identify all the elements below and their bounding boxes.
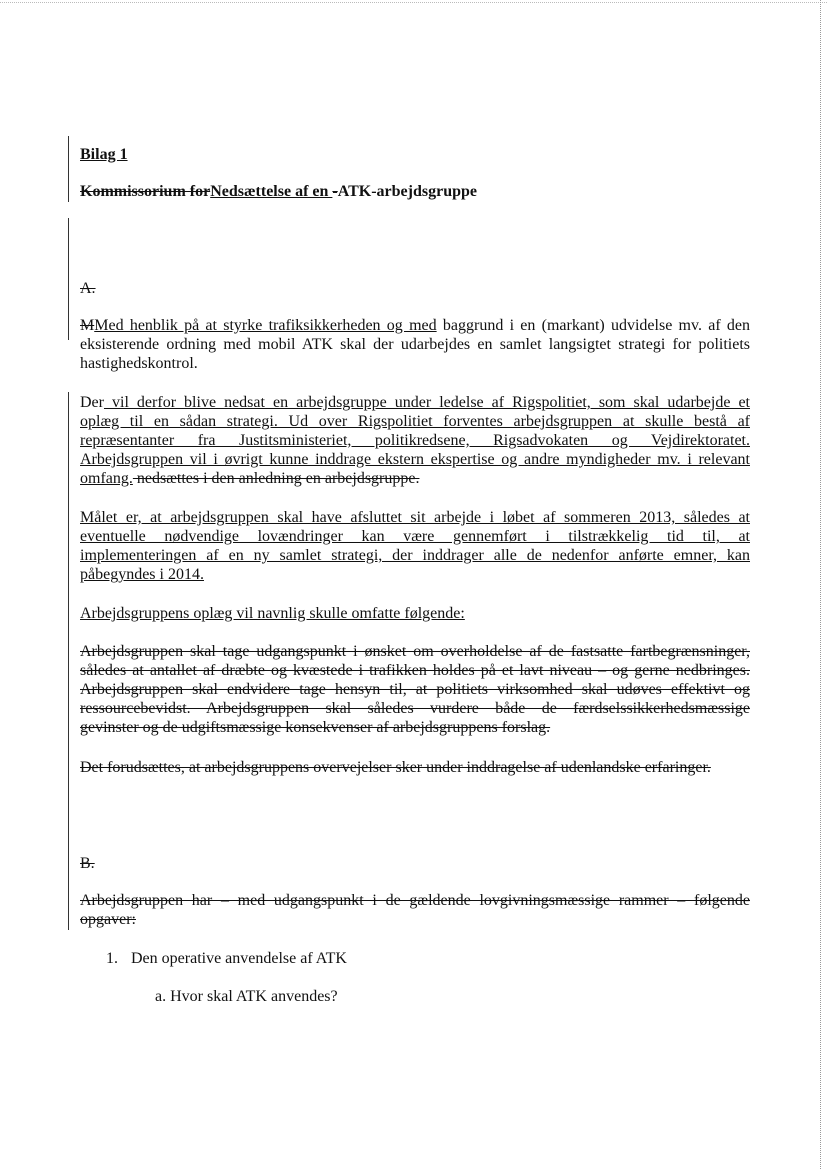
section-a-marker: A. [80,280,96,297]
scan-top-edge [0,2,827,3]
list-item-1-number: 1. [106,950,118,967]
bilag-heading: Bilag 1 [80,146,128,163]
title-deleted-dash: - [332,183,338,200]
section-b-paragraph-1-deleted: Arbejdsgruppen har – med udgangspunkt i de gældende lovgivningsmæssige rammer – følgende opgaver: [80,892,750,928]
section-a-paragraph-1: MMed henblik på at styrke trafiksikkerheden og med baggrund i en (markant) udvidelse mv. af den eksisterende ordning med mobil ATK skal der udarbejdes en samlet langsigtet strategi for politiets hastighedskontrol. [80,317,751,372]
change-bar-section-a [68,218,69,340]
section-a-paragraph-6-deleted: Det forudsættes, at arbejdsgruppens overvejelser sker under inddragelse af udenlandske erfaringer. [80,759,711,776]
change-bar-body [68,392,69,930]
scan-right-edge [820,0,821,1169]
title-rest: ATK-arbejdsgruppe [337,183,477,200]
list-item-1-text: Den operative anvendelse af ATK [131,950,347,967]
title-deleted-text: Kommissorium for [80,183,211,200]
section-a-paragraph-3: Målet er, at arbejdsgruppen skal have afsluttet sit arbejde i løbet af sommeren 2013, således at eventuelle nødvendige lovændringer kan være gennemført i tilstrækkelig tid til, at implementeringen af en ny samlet strategi, der inddrager alle de nedenfor anførte emner, kan påbegyndes i 2014. [80,509,750,583]
document-title [80,182,750,201]
section-a-paragraph-2: Der vil derfor blive nedsat en arbejdsgruppe under ledelse af Rigspolitiet, som skal udarbejde et oplæg til en sådan strategi. Ud over Rigspolitiet forventes arbejdsgruppen at skulle bestå af repræsentanter fra Justitsministeriet, politikredsene, Rigsadvokaten og Vejdirektoratet. Arbejdsgruppen vil i øvrigt kunne inddrage ekstern ekspertise og andre myndigheder mv. i relevant omfang. nedsættes i den anledning en arbejdsgruppe. [80,394,750,487]
change-bar-heading [68,136,69,202]
section-a-paragraph-5-deleted: Arbejdsgruppen skal tage udgangspunkt i ønsket om overholdelse af de fastsatte fartbegrænsninger, således at antallet af dræbte og kvæstede i trafikken holdes på et lavt niveau – og gerne nedbringes. Arbejdsgruppen skal endvidere tage hensyn til, at politiets virksomhed skal udøves effektivt og ressourcebevidst. Arbejdsgruppen skal således vurdere både de færdselssikkerhedsmæssige gevinster og de udgiftsmæssige konsekvenser af arbejdsgruppens forslag. [80,643,750,736]
inserted-text: Med henblik på at styrke trafiksikkerheden og med [94,317,437,334]
title-inserted-text: Nedsættelse af en [210,183,333,200]
section-a-paragraph-4: Arbejdsgruppens oplæg vil navnlig skulle omfatte følgende: [80,605,465,622]
deleted-letter: M [80,317,95,334]
section-b-marker: B. [80,855,95,872]
list-item-1a: a. Hvor skal ATK anvendes? [155,988,338,1005]
